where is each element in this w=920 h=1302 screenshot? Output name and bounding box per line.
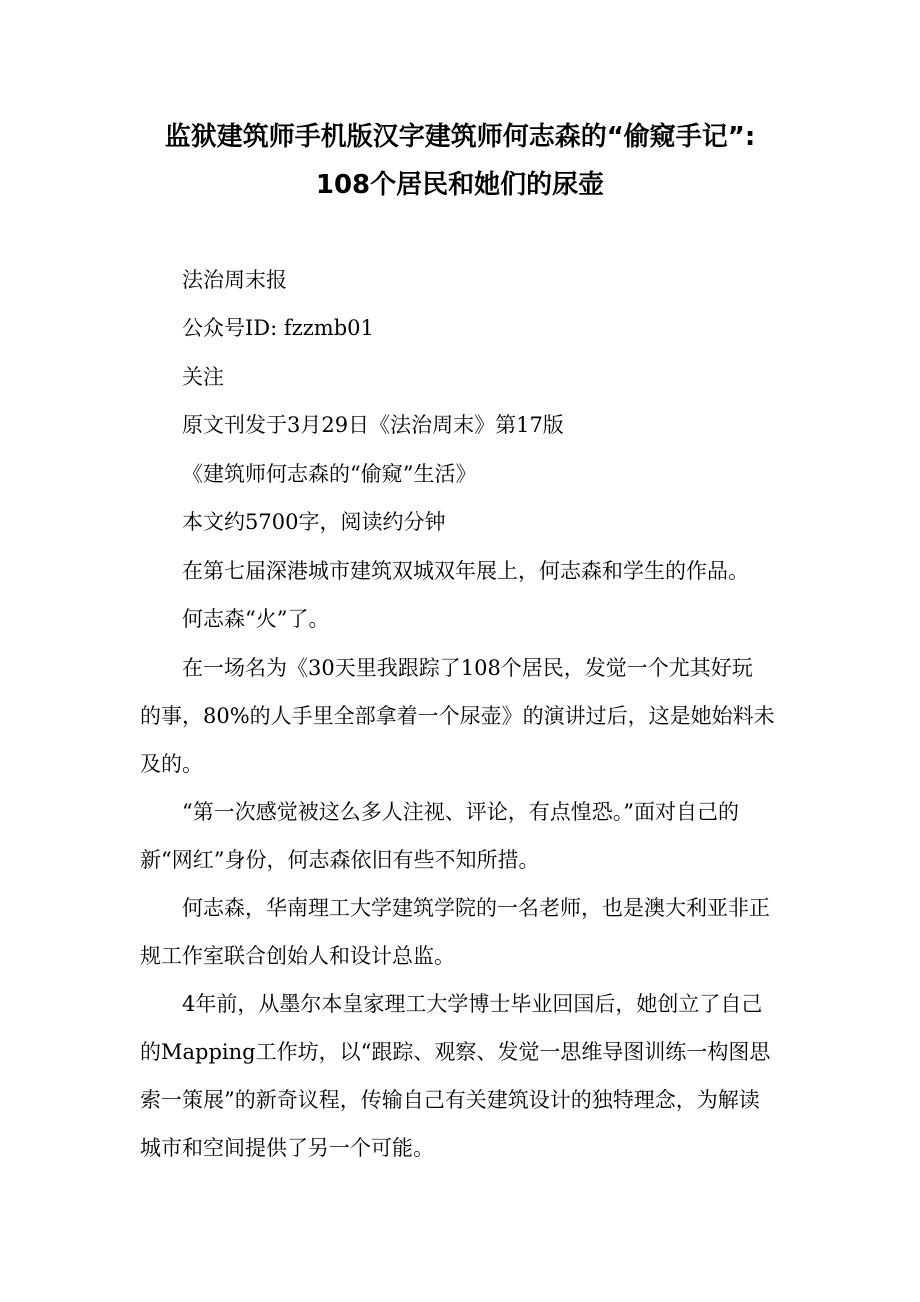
- paragraph-line: 在一场名为《30天里我跟踪了108个居民，发觉一个尤其好玩: [182, 656, 753, 680]
- paragraph-line: 的Mapping工作坊，以“跟踪、观察、发觉一思维导图训练一构图思: [140, 1040, 771, 1064]
- paragraph-line: 城市和空间提供了另一个可能。: [140, 1136, 434, 1160]
- paragraph-line: 及的。: [140, 752, 203, 776]
- account-id: 公众号ID: fzzmb01: [182, 316, 374, 340]
- reading-info: 本文约5700字，阅读约分钟: [182, 510, 446, 534]
- article-title-line-2: 108个居民和她们的尿壶: [315, 170, 605, 200]
- follow-label: 关注: [182, 365, 224, 389]
- article-title-line-1: 监狱建筑师手机版汉字建筑师何志森的“偷窥手记”:: [164, 122, 756, 152]
- paragraph-line: 规工作室联合创始人和设计总监。: [140, 944, 455, 968]
- paragraph-line: 索一策展”的新奇议程，传输自己有关建筑设计的独特理念，为解读: [140, 1088, 760, 1112]
- paragraph-1: 何志森“火”了。: [182, 607, 330, 631]
- source-name: 法治周末报: [182, 268, 287, 292]
- paragraph-line: 新“网红”身份，何志森依旧有些不知所措。: [140, 848, 540, 872]
- article-subtitle: 《建筑师何志森的“偷窥”生活》: [182, 462, 477, 486]
- paragraph-line: 的事，80%的人手里全部拿着一个尿壶》的演讲过后，这是她始料未: [140, 704, 775, 728]
- paragraph-line: 何志森，华南理工大学建筑学院的一名老师，也是澳大利亚非正: [182, 896, 770, 920]
- paragraph-line: “第一次感觉被这么多人注视、评论，有点惶恐。”面对自己的: [182, 800, 739, 824]
- photo-caption: 在第七届深港城市建筑双城双年展上，何志森和学生的作品。: [182, 559, 749, 583]
- paragraph-line: 4年前，从墨尔本皇家理工大学博士毕业回国后，她创立了自己: [182, 992, 763, 1016]
- original-publication: 原文刊发于3月29日《法治周末》第17版: [182, 413, 564, 437]
